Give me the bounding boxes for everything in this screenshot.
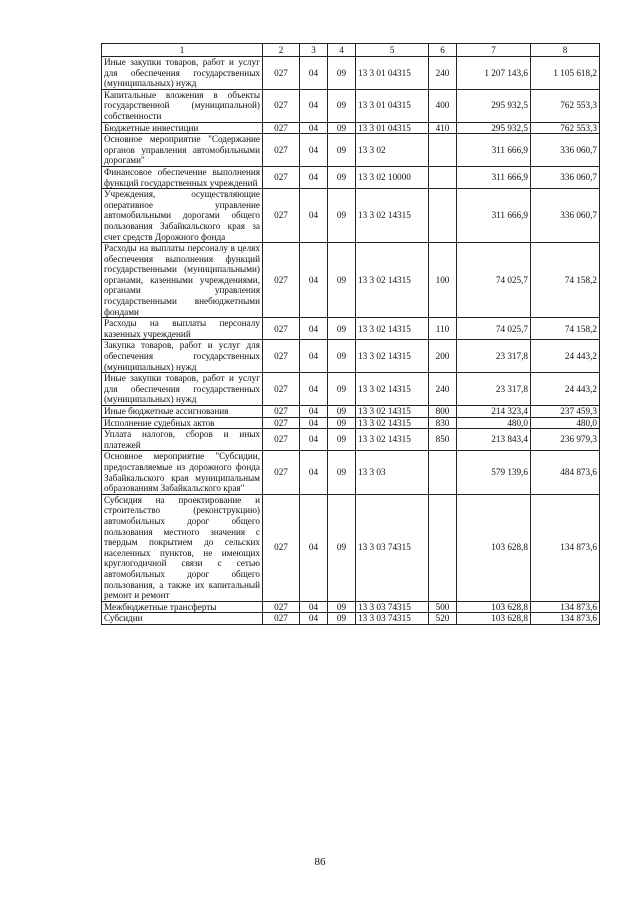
- subsection-code-cell-text: 09: [336, 542, 347, 553]
- table-row: [102, 189, 600, 243]
- amount-cell-col8-text: 1 105 618,2: [553, 67, 597, 78]
- section-code-cell: [300, 340, 328, 373]
- target-article-cell: [356, 89, 429, 122]
- ministry-code-cell-text: 027: [274, 406, 288, 416]
- expense-name-cell-text: Иные закупки товаров, работ и услуг для обеспечения государственных (муниципальных) нужд: [104, 57, 260, 89]
- expense-type-cell: [429, 189, 457, 243]
- section-code-cell-text: 04: [308, 274, 319, 285]
- target-article-cell: [356, 243, 429, 318]
- expense-type-cell: [429, 613, 457, 625]
- subsection-code-cell-text: 09: [336, 383, 347, 394]
- subsection-code-cell: [328, 134, 356, 167]
- section-code-cell: [300, 613, 328, 625]
- amount-cell-col7: [457, 601, 531, 613]
- target-article-cell: [356, 318, 429, 340]
- ministry-code-cell-text: 027: [274, 67, 288, 78]
- target-article-cell-text: 13 3 03 74315: [358, 601, 411, 612]
- page-number: 86: [314, 856, 326, 868]
- amount-cell-col8: [531, 373, 600, 406]
- ministry-code-cell-text: 027: [274, 434, 288, 445]
- subsection-code-cell-text: 09: [336, 434, 347, 445]
- section-code-cell-text: 04: [308, 210, 319, 221]
- expense-name-cell: [102, 122, 263, 134]
- ministry-code-cell: [263, 613, 300, 625]
- expense-name-cell: [102, 494, 263, 601]
- section-code-cell: [300, 318, 328, 340]
- amount-cell-col7-text: 311 666,9: [491, 144, 528, 155]
- amount-cell-col7-text: 311 666,9: [491, 210, 528, 221]
- expense-name-cell-text: Исполнение судебных актов: [104, 417, 215, 428]
- amount-cell-col8: [531, 613, 600, 625]
- target-article-cell-text: 13 3 02: [358, 144, 386, 155]
- subsection-code-cell-text: 09: [336, 172, 347, 183]
- expense-type-cell: [429, 601, 457, 613]
- amount-cell-col7-text: 480,0: [507, 417, 528, 428]
- target-article-cell-text: 13 3 02 14315: [358, 406, 411, 416]
- ministry-code-cell-text: 027: [274, 417, 288, 428]
- expense-type-cell-text: 500: [435, 601, 450, 612]
- target-article-cell: [356, 134, 429, 167]
- ministry-code-cell-text: 027: [274, 351, 288, 362]
- amount-cell-col8-text: 762 553,3: [560, 100, 597, 111]
- amount-cell-col7: [457, 134, 531, 167]
- section-code-cell-text: 04: [308, 144, 319, 155]
- column-header: 6: [429, 44, 457, 57]
- amount-cell-col7-text: 295 932,5: [491, 122, 528, 133]
- expense-name-cell: [102, 451, 263, 494]
- amount-cell-col7-text: 579 139,6: [491, 467, 528, 478]
- ministry-code-cell: [263, 417, 300, 429]
- expense-name-cell: [102, 189, 263, 243]
- amount-cell-col7: [457, 417, 531, 429]
- ministry-code-cell-text: 027: [274, 323, 288, 334]
- amount-cell-col8: [531, 57, 600, 90]
- expense-type-cell: [429, 89, 457, 122]
- section-code-cell-text: 04: [308, 467, 319, 478]
- amount-cell-col7-text: 103 628,8: [491, 601, 528, 612]
- expense-type-cell: [429, 417, 457, 429]
- target-article-cell-text: 13 3 03 74315: [358, 542, 411, 553]
- expense-name-cell-text: Субсидии: [104, 613, 143, 624]
- expense-type-cell: [429, 243, 457, 318]
- amount-cell-col8-text: 134 873,6: [560, 601, 597, 612]
- expense-type-cell-text: 400: [435, 100, 450, 111]
- target-article-cell: [356, 122, 429, 134]
- table-row: [102, 494, 600, 601]
- target-article-cell: [356, 601, 429, 613]
- subsection-code-cell-text: 09: [336, 467, 347, 478]
- ministry-code-cell-text: 027: [274, 542, 288, 553]
- amount-cell-col7: [457, 494, 531, 601]
- table-header-row: [102, 44, 600, 57]
- section-code-cell: [300, 601, 328, 613]
- expense-name-cell: [102, 318, 263, 340]
- subsection-code-cell-text: 09: [336, 406, 347, 416]
- ministry-code-cell: [263, 429, 300, 451]
- expense-type-cell-text: 100: [435, 274, 450, 285]
- expense-type-cell-text: 520: [435, 613, 450, 624]
- amount-cell-col8: [531, 451, 600, 494]
- expense-type-cell-text: 830: [435, 417, 450, 428]
- expense-type-cell-text: 110: [435, 323, 450, 334]
- expense-name-cell: [102, 57, 263, 90]
- amount-cell-col8: [531, 340, 600, 373]
- expense-type-cell: [429, 406, 457, 418]
- amount-cell-col8: [531, 243, 600, 318]
- table-row: [102, 429, 600, 451]
- target-article-cell-text: 13 3 02 14315: [358, 383, 411, 394]
- expense-type-cell-text: 240: [435, 67, 450, 78]
- amount-cell-col7: [457, 122, 531, 134]
- subsection-code-cell: [328, 57, 356, 90]
- amount-cell-col8-text: 236 979,3: [560, 434, 597, 445]
- table-row: [102, 318, 600, 340]
- amount-cell-col8-text: 762 553,3: [560, 122, 597, 133]
- table-body: [102, 57, 600, 625]
- amount-cell-col7-text: 295 932,5: [491, 100, 528, 111]
- subsection-code-cell: [328, 340, 356, 373]
- target-article-cell-text: 13 3 01 04315: [358, 100, 411, 111]
- target-article-cell: [356, 429, 429, 451]
- amount-cell-col7-text: 74 025,7: [495, 274, 528, 285]
- expense-name-cell-text: Расходы на выплаты персоналу в целях обеспечения выполнения функций государственными (муниципальными) органами, казенными учреждениями, органами управления государственными внебюджетными фондами: [104, 243, 260, 317]
- expense-name-cell-text: Межбюджетные трансферты: [104, 601, 217, 612]
- column-header: 1: [102, 44, 263, 57]
- target-article-cell-text: 13 3 02 14315: [358, 417, 411, 428]
- ministry-code-cell: [263, 451, 300, 494]
- section-code-cell-text: 04: [308, 406, 319, 416]
- table-row: [102, 417, 600, 429]
- section-code-cell-text: 04: [308, 323, 319, 334]
- expense-name-cell: [102, 243, 263, 318]
- ministry-code-cell-text: 027: [274, 613, 288, 624]
- amount-cell-col8-text: 237 459,3: [560, 406, 597, 416]
- table-row: [102, 613, 600, 625]
- column-header: 7: [457, 44, 531, 57]
- amount-cell-col7-text: 23 317,8: [495, 383, 528, 394]
- subsection-code-cell: [328, 601, 356, 613]
- expense-name-cell-text: Иные закупки товаров, работ и услуг для обеспечения государственных (муниципальных) нужд: [104, 373, 260, 405]
- expense-name-cell-text: Учреждения, осуществляющие оперативное управление автомобильными дорогами общего пользования Забайкальского края за счет средств Дорожного фонда: [104, 189, 260, 242]
- column-header: 8: [531, 44, 600, 57]
- expense-name-cell-text: Уплата налогов, сборов и иных платежей: [104, 429, 260, 450]
- ministry-code-cell: [263, 89, 300, 122]
- expense-type-cell-text: 850: [435, 434, 450, 445]
- amount-cell-col7-text: 1 207 143,6: [484, 67, 528, 78]
- target-article-cell: [356, 406, 429, 418]
- amount-cell-col7: [457, 373, 531, 406]
- amount-cell-col8-text: 74 158,2: [564, 274, 597, 285]
- target-article-cell: [356, 451, 429, 494]
- subsection-code-cell-text: 09: [336, 122, 347, 133]
- column-header: 2: [263, 44, 300, 57]
- table-row: [102, 166, 600, 188]
- target-article-cell-text: 13 3 02 14315: [358, 210, 411, 221]
- ministry-code-cell-text: 027: [274, 210, 288, 221]
- expense-type-cell: [429, 429, 457, 451]
- subsection-code-cell-text: 09: [336, 613, 347, 624]
- section-code-cell: [300, 57, 328, 90]
- table-row: [102, 340, 600, 373]
- amount-cell-col8: [531, 318, 600, 340]
- section-code-cell-text: 04: [308, 383, 319, 394]
- target-article-cell-text: 13 3 03 74315: [358, 613, 411, 624]
- amount-cell-col8: [531, 494, 600, 601]
- column-header: 3: [300, 44, 328, 57]
- subsection-code-cell-text: 09: [336, 323, 347, 334]
- ministry-code-cell-text: 027: [274, 122, 288, 133]
- amount-cell-col8: [531, 189, 600, 243]
- expense-name-cell-text: Основное мероприятие "Содержание органов управления автомобильными дорогами": [104, 134, 260, 166]
- expense-name-cell-text: Иные бюджетные ассигнования: [104, 406, 229, 416]
- expense-name-cell: [102, 429, 263, 451]
- expense-name-cell: [102, 417, 263, 429]
- expense-type-cell: [429, 494, 457, 601]
- ministry-code-cell: [263, 134, 300, 167]
- amount-cell-col7: [457, 613, 531, 625]
- section-code-cell: [300, 134, 328, 167]
- subsection-code-cell-text: 09: [336, 210, 347, 221]
- table-row: [102, 57, 600, 90]
- subsection-code-cell: [328, 243, 356, 318]
- amount-cell-col7-text: 213 843,4: [491, 434, 528, 445]
- subsection-code-cell: [328, 89, 356, 122]
- expense-type-cell-text: 410: [435, 122, 450, 133]
- expense-type-cell: [429, 57, 457, 90]
- amount-cell-col7: [457, 451, 531, 494]
- subsection-code-cell: [328, 189, 356, 243]
- amount-cell-col8: [531, 417, 600, 429]
- subsection-code-cell: [328, 429, 356, 451]
- subsection-code-cell: [328, 166, 356, 188]
- ministry-code-cell-text: 027: [274, 144, 288, 155]
- expense-type-cell: [429, 373, 457, 406]
- section-code-cell-text: 04: [308, 542, 319, 553]
- subsection-code-cell-text: 09: [336, 67, 347, 78]
- ministry-code-cell: [263, 166, 300, 188]
- target-article-cell: [356, 613, 429, 625]
- table-row: [102, 373, 600, 406]
- subsection-code-cell: [328, 122, 356, 134]
- amount-cell-col8-text: 336 060,7: [560, 172, 597, 183]
- target-article-cell-text: 13 3 02 14315: [358, 274, 411, 285]
- expense-name-cell: [102, 134, 263, 167]
- subsection-code-cell: [328, 417, 356, 429]
- expense-type-cell-text: 800: [435, 406, 450, 416]
- amount-cell-col8: [531, 406, 600, 418]
- ministry-code-cell: [263, 340, 300, 373]
- table-row: [102, 601, 600, 613]
- section-code-cell-text: 04: [308, 434, 319, 445]
- ministry-code-cell-text: 027: [274, 100, 288, 111]
- section-code-cell: [300, 166, 328, 188]
- amount-cell-col7-text: 311 666,9: [491, 172, 528, 183]
- target-article-cell-text: 13 3 01 04315: [358, 67, 411, 78]
- subsection-code-cell-text: 09: [336, 351, 347, 362]
- amount-cell-col8: [531, 89, 600, 122]
- amount-cell-col8-text: 336 060,7: [560, 144, 597, 155]
- target-article-cell-text: 13 3 02 10000: [358, 172, 411, 183]
- amount-cell-col7: [457, 89, 531, 122]
- amount-cell-col8: [531, 134, 600, 167]
- subsection-code-cell-text: 09: [336, 274, 347, 285]
- section-code-cell-text: 04: [308, 67, 319, 78]
- expense-name-cell-text: Финансовое обеспечение выполнения функций государственных учреждений: [104, 166, 260, 188]
- section-code-cell-text: 04: [308, 100, 319, 111]
- amount-cell-col7: [457, 166, 531, 188]
- target-article-cell: [356, 166, 429, 188]
- target-article-cell-text: 13 3 02 14315: [358, 351, 411, 362]
- subsection-code-cell-text: 09: [336, 100, 347, 111]
- amount-cell-col8-text: 484 873,6: [560, 467, 597, 478]
- subsection-code-cell: [328, 613, 356, 625]
- amount-cell-col8: [531, 166, 600, 188]
- amount-cell-col7: [457, 189, 531, 243]
- section-code-cell-text: 04: [308, 613, 319, 624]
- amount-cell-col8-text: 74 158,2: [564, 323, 597, 334]
- subsection-code-cell-text: 09: [336, 601, 347, 612]
- amount-cell-col7: [457, 318, 531, 340]
- expense-type-cell: [429, 318, 457, 340]
- section-code-cell: [300, 494, 328, 601]
- expense-name-cell: [102, 613, 263, 625]
- amount-cell-col7: [457, 429, 531, 451]
- ministry-code-cell: [263, 243, 300, 318]
- subsection-code-cell: [328, 373, 356, 406]
- amount-cell-col8-text: 480,0: [576, 417, 597, 428]
- section-code-cell: [300, 406, 328, 418]
- section-code-cell: [300, 417, 328, 429]
- ministry-code-cell-text: 027: [274, 274, 288, 285]
- expense-name-cell-text: Субсидия на проектирование и строительство (реконструкцию) автомобильных дорог общего пользования местного значения с твердым покрытием до сельских населенных пунктов, не имеющих круглогодичной связи с сетью автомобильных дорог общего пользования, а также их капитальный ремонт и ремонт: [104, 494, 260, 601]
- column-header: 5: [356, 44, 429, 57]
- amount-cell-col8: [531, 122, 600, 134]
- section-code-cell: [300, 451, 328, 494]
- amount-cell-col7-text: 23 317,8: [495, 351, 528, 362]
- expense-type-cell: [429, 451, 457, 494]
- amount-cell-col7: [457, 406, 531, 418]
- expense-type-cell-text: 240: [435, 383, 450, 394]
- expense-name-cell: [102, 340, 263, 373]
- amount-cell-col7-text: 103 628,8: [491, 613, 528, 624]
- amount-cell-col7: [457, 340, 531, 373]
- subsection-code-cell-text: 09: [336, 144, 347, 155]
- section-code-cell: [300, 89, 328, 122]
- table-row: [102, 134, 600, 167]
- amount-cell-col7: [457, 243, 531, 318]
- ministry-code-cell: [263, 122, 300, 134]
- expense-name-cell-text: Бюджетные инвестиции: [104, 122, 199, 133]
- expense-type-cell: [429, 340, 457, 373]
- subsection-code-cell: [328, 406, 356, 418]
- amount-cell-col7: [457, 57, 531, 90]
- target-article-cell: [356, 57, 429, 90]
- section-code-cell-text: 04: [308, 351, 319, 362]
- expense-name-cell-text: Закупка товаров, работ и услуг для обеспечения государственных (муниципальных) нужд: [104, 340, 260, 372]
- amount-cell-col8-text: 134 873,6: [560, 542, 597, 553]
- ministry-code-cell-text: 027: [274, 467, 288, 478]
- amount-cell-col8-text: 134 873,6: [560, 613, 597, 624]
- table-row: [102, 89, 600, 122]
- expense-type-cell: [429, 166, 457, 188]
- target-article-cell: [356, 417, 429, 429]
- ministry-code-cell: [263, 57, 300, 90]
- expense-name-cell: [102, 166, 263, 188]
- section-code-cell-text: 04: [308, 172, 319, 183]
- amount-cell-col7-text: 103 628,8: [491, 542, 528, 553]
- ministry-code-cell: [263, 601, 300, 613]
- target-article-cell: [356, 340, 429, 373]
- amount-cell-col8-text: 24 443,2: [564, 383, 597, 394]
- expense-name-cell: [102, 601, 263, 613]
- expense-name-cell: [102, 406, 263, 418]
- amount-cell-col8: [531, 601, 600, 613]
- subsection-code-cell: [328, 318, 356, 340]
- ministry-code-cell: [263, 318, 300, 340]
- amount-cell-col8: [531, 429, 600, 451]
- target-article-cell-text: 13 3 01 04315: [358, 122, 411, 133]
- ministry-code-cell-text: 027: [274, 172, 288, 183]
- expense-type-cell: [429, 122, 457, 134]
- section-code-cell-text: 04: [308, 122, 319, 133]
- table-row: [102, 406, 600, 418]
- target-article-cell: [356, 494, 429, 601]
- section-code-cell: [300, 243, 328, 318]
- ministry-code-cell: [263, 373, 300, 406]
- table-row: [102, 122, 600, 134]
- ministry-code-cell-text: 027: [274, 383, 288, 394]
- target-article-cell-text: 13 3 03: [358, 467, 386, 478]
- section-code-cell-text: 04: [308, 417, 319, 428]
- expense-name-cell-text: Основное мероприятие "Субсидии, предоставляемые из дорожного фонда Забайкальского края муниципальным образованиям Забайкальского края": [104, 451, 260, 494]
- target-article-cell-text: 13 3 02 14315: [358, 434, 411, 445]
- subsection-code-cell-text: 09: [336, 417, 347, 428]
- ministry-code-cell: [263, 406, 300, 418]
- subsection-code-cell: [328, 451, 356, 494]
- expense-name-cell-text: Капитальные вложения в объекты государственной (муниципальной) собственности: [104, 89, 260, 121]
- expense-type-cell-text: 200: [435, 351, 450, 362]
- ministry-code-cell: [263, 189, 300, 243]
- expense-name-cell-text: Расходы на выплаты персоналу казенных учреждений: [104, 318, 260, 339]
- section-code-cell-text: 04: [308, 601, 319, 612]
- section-code-cell: [300, 429, 328, 451]
- amount-cell-col8-text: 24 443,2: [564, 351, 597, 362]
- budget-table: [101, 43, 600, 625]
- amount-cell-col8-text: 336 060,7: [560, 210, 597, 221]
- expense-type-cell: [429, 134, 457, 167]
- target-article-cell: [356, 373, 429, 406]
- target-article-cell: [356, 189, 429, 243]
- section-code-cell: [300, 189, 328, 243]
- column-header: 4: [328, 44, 356, 57]
- target-article-cell-text: 13 3 02 14315: [358, 323, 411, 334]
- amount-cell-col7-text: 214 323,4: [491, 406, 528, 416]
- ministry-code-cell: [263, 494, 300, 601]
- ministry-code-cell-text: 027: [274, 601, 288, 612]
- section-code-cell: [300, 122, 328, 134]
- table-row: [102, 243, 600, 318]
- table-row: [102, 451, 600, 494]
- subsection-code-cell: [328, 494, 356, 601]
- section-code-cell: [300, 373, 328, 406]
- expense-name-cell: [102, 89, 263, 122]
- amount-cell-col7-text: 74 025,7: [495, 323, 528, 334]
- expense-name-cell: [102, 373, 263, 406]
